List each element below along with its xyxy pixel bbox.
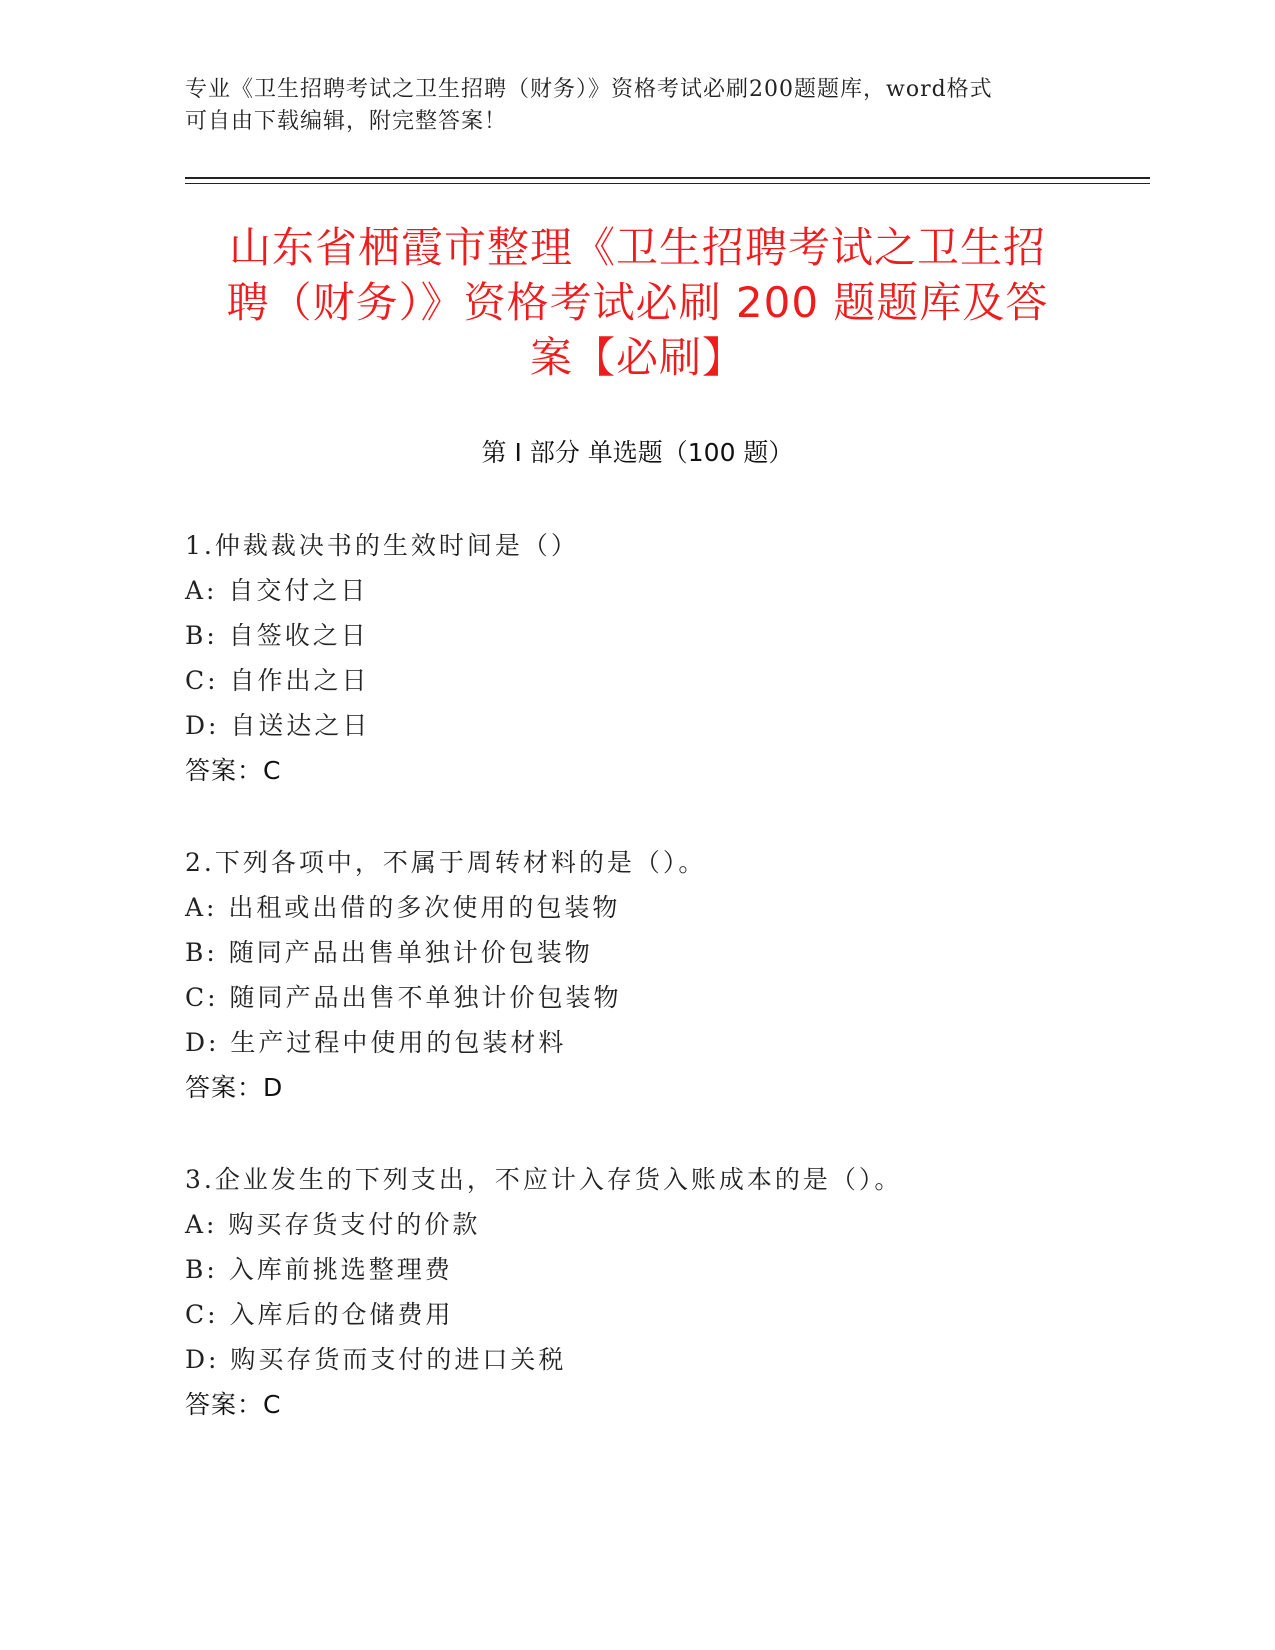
document-title-line-2: 聘（财务）》资格考试必刷 200 题题库及答 [226, 278, 1049, 327]
option-a: A: 购买存货支付的价款 [185, 1210, 481, 1239]
answer-line: 答案：D [185, 1073, 284, 1102]
option-b: B: 自签收之日 [185, 621, 369, 650]
answer-line: 答案：C [185, 756, 282, 785]
option-a: A: 自交付之日 [185, 576, 369, 605]
question-stem: 2.下列各项中，不属于周转材料的是（）。 [185, 848, 707, 877]
section-title: 第 I 部分 单选题（100 题） [481, 438, 794, 467]
option-d: D: 自送达之日 [185, 711, 371, 740]
option-d: D: 购买存货而支付的进口关税 [185, 1345, 567, 1374]
option-a: A: 出租或出借的多次使用的包装物 [185, 893, 621, 922]
header-divider-thick [185, 177, 1150, 179]
header-note-line-2: 可自由下载编辑，附完整答案！ [185, 109, 508, 134]
header-note-line-1: 专业《卫生招聘考试之卫生招聘（财务）》资格考试必刷200题题库，word格式 [185, 77, 993, 102]
option-d: D: 生产过程中使用的包装材料 [185, 1028, 567, 1057]
question-stem: 1.仲裁裁决书的生效时间是（） [185, 531, 579, 560]
document-title-line-3: 案【必刷】 [529, 333, 745, 382]
answer-line: 答案：C [185, 1390, 282, 1419]
option-b: B: 随同产品出售单独计价包装物 [185, 938, 593, 967]
question-item [185, 1157, 1145, 1427]
document-title-line-1: 山东省栖霞市整理《卫生招聘考试之卫生招 [228, 223, 1046, 272]
option-c: C: 随同产品出售不单独计价包装物 [185, 983, 622, 1012]
question-stem: 3.企业发生的下列支出，不应计入存货入账成本的是（）。 [185, 1165, 903, 1194]
header-divider-thin [185, 183, 1150, 184]
question-item [185, 840, 1145, 1110]
header-note [185, 74, 1065, 138]
document-title [185, 220, 1090, 385]
option-b: B: 入库前挑选整理费 [185, 1255, 453, 1284]
option-c: C: 自作出之日 [185, 666, 370, 695]
question-item [185, 523, 1145, 793]
option-c: C: 入库后的仓储费用 [185, 1300, 454, 1329]
